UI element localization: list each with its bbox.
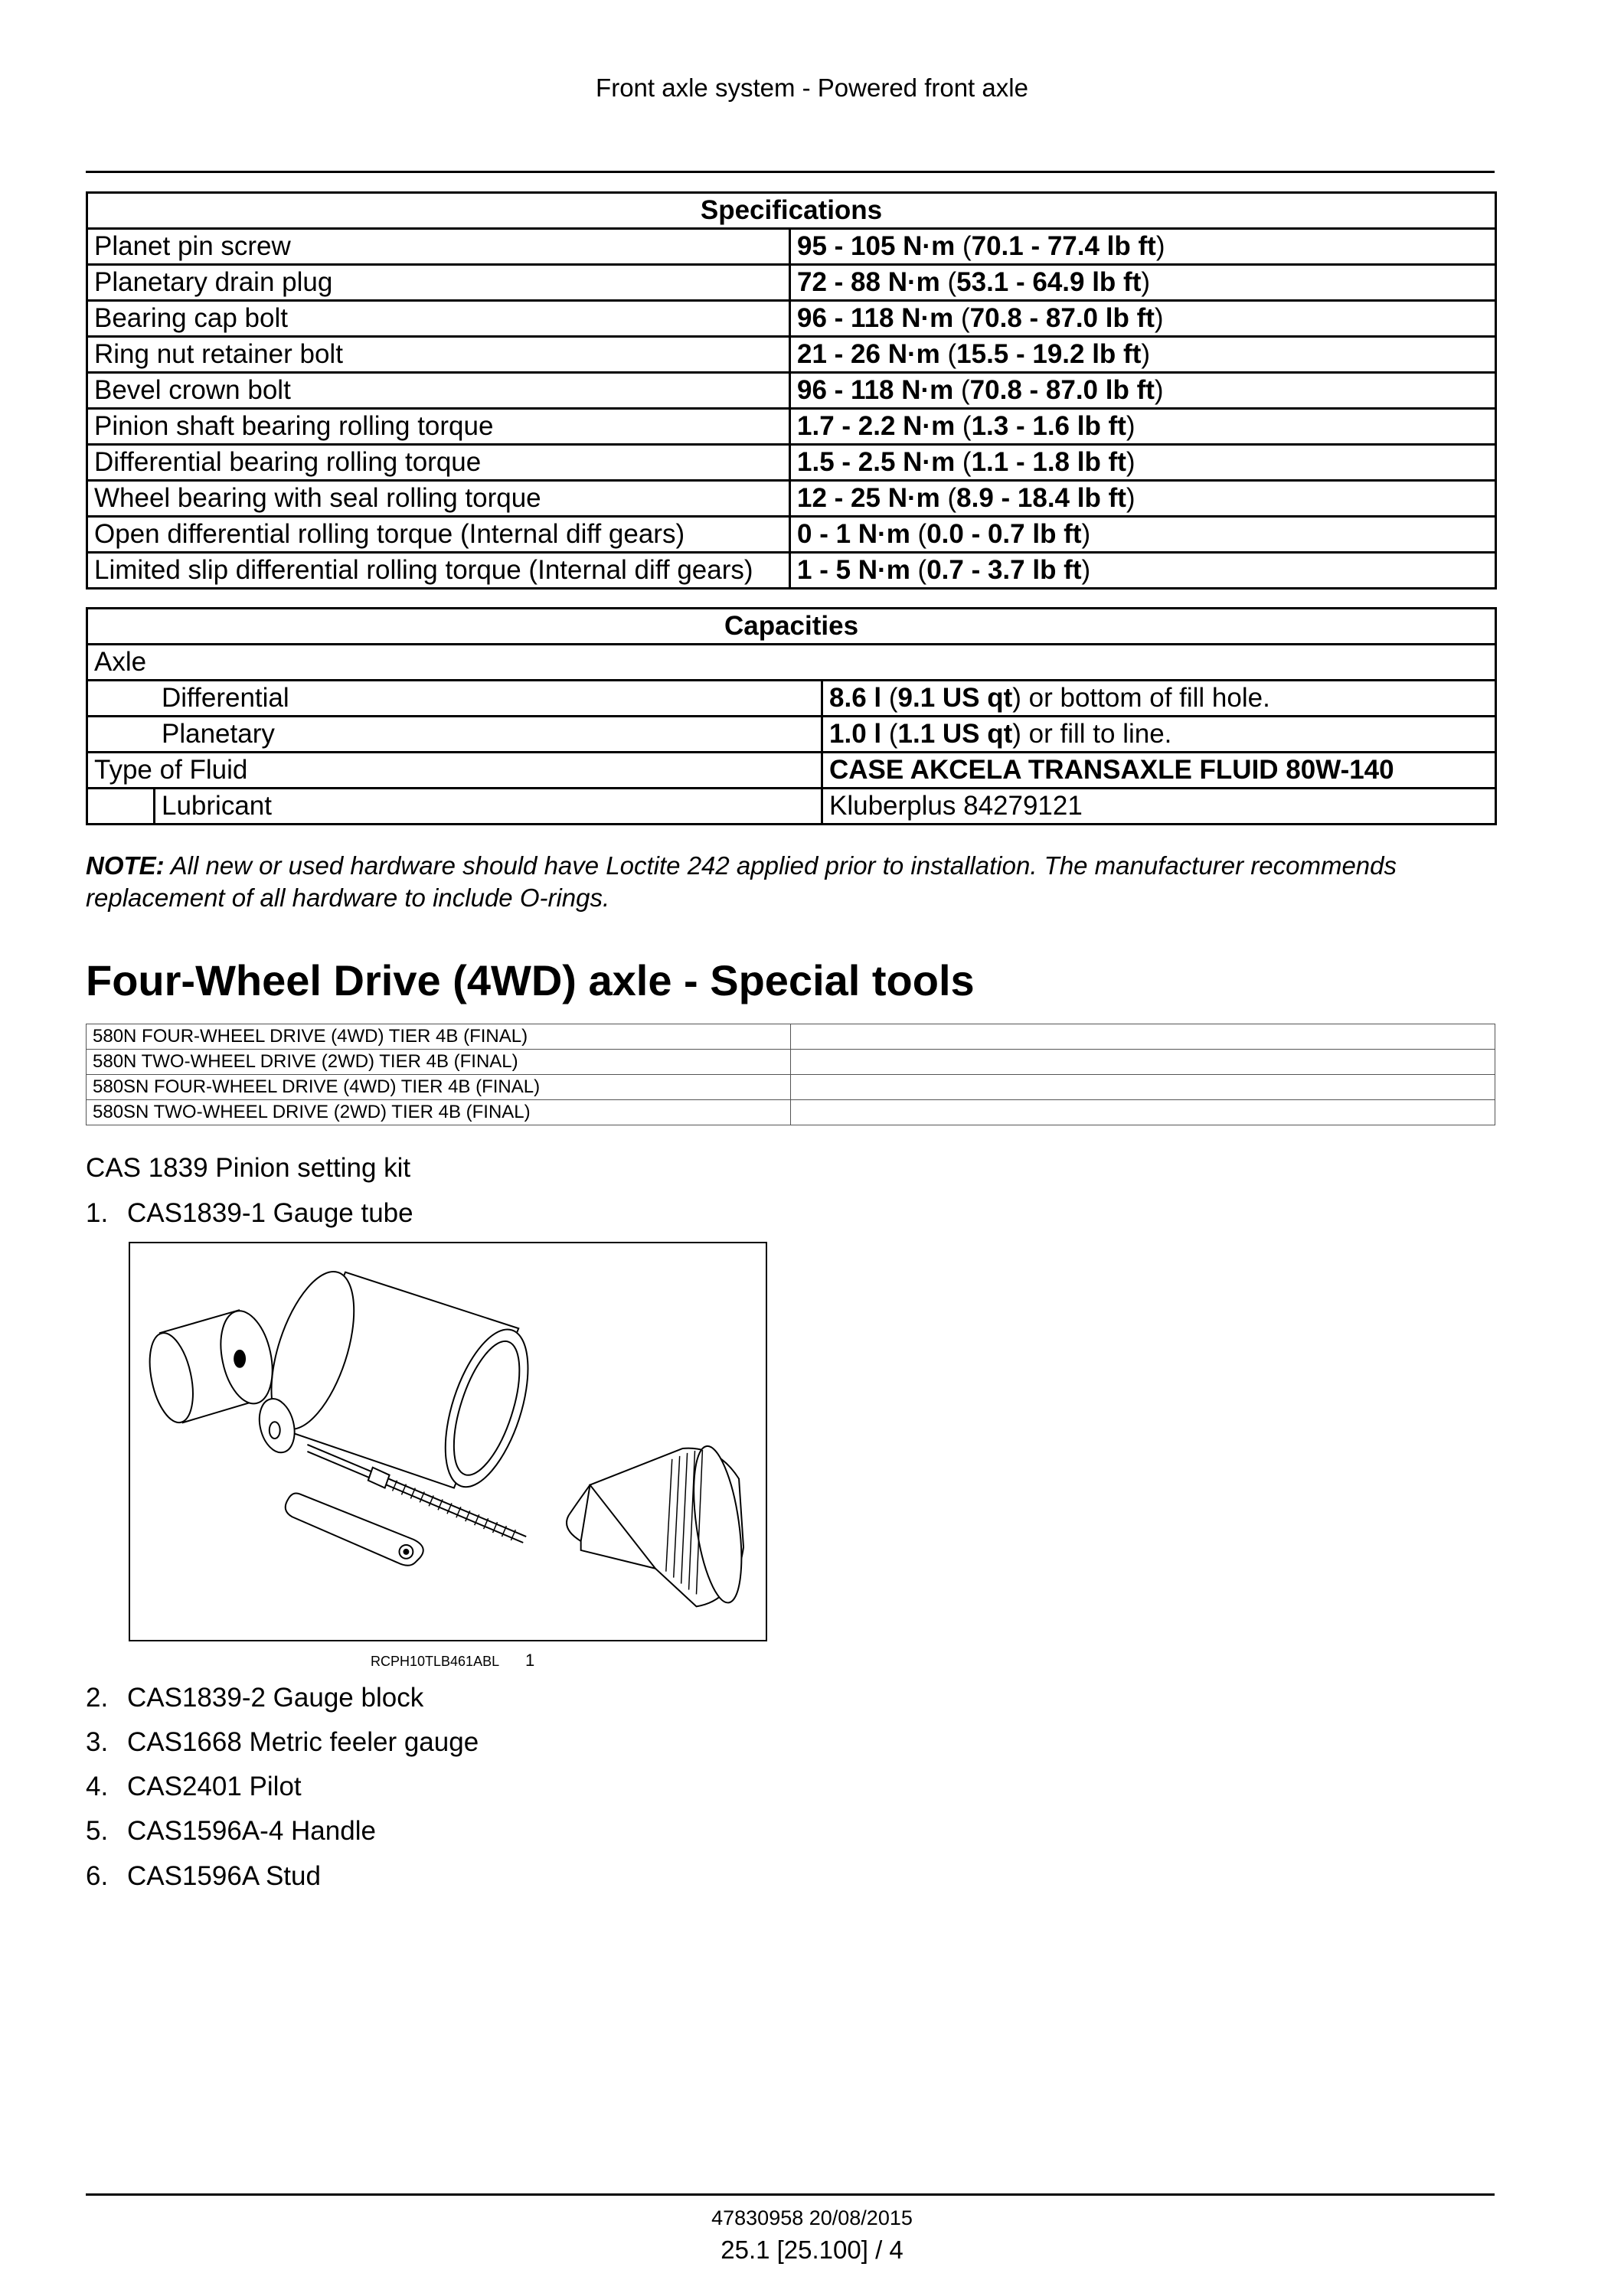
tool-number: 1. xyxy=(86,1198,109,1228)
pinion-setting-kit-illustration xyxy=(129,1242,767,1641)
tool-label: CAS1839-1 Gauge tube xyxy=(127,1198,413,1228)
spec-row xyxy=(87,517,1496,553)
model-name: 580N TWO-WHEEL DRIVE (2WD) TIER 4B (FINAL) xyxy=(87,1050,791,1075)
capacity-row-differential xyxy=(87,681,1496,717)
tool-number: 2. xyxy=(86,1683,109,1713)
spec-value: 96 - 118 N·m (70.8 - 87.0 lb ft) xyxy=(790,301,1496,337)
spec-item: Wheel bearing with seal rolling torque xyxy=(87,481,790,517)
spec-item: Ring nut retainer bolt xyxy=(87,337,790,373)
tool-list-item xyxy=(86,1198,413,1229)
spec-row xyxy=(87,553,1496,589)
model-row xyxy=(87,1050,1495,1075)
tool-label: CAS1668 Metric feeler gauge xyxy=(127,1727,479,1757)
tool-list-item xyxy=(86,1727,479,1758)
spec-row xyxy=(87,265,1496,301)
spec-value: 0 - 1 N·m (0.0 - 0.7 lb ft) xyxy=(790,517,1496,553)
capacity-row-planetary xyxy=(87,717,1496,753)
model-empty-cell xyxy=(791,1075,1495,1100)
spec-value: 1.5 - 2.5 N·m (1.1 - 1.8 lb ft) xyxy=(790,445,1496,481)
tool-number: 3. xyxy=(86,1727,109,1757)
model-empty-cell xyxy=(791,1050,1495,1075)
tool-label: CAS1596A-4 Handle xyxy=(127,1816,376,1846)
spec-value: 95 - 105 N·m (70.1 - 77.4 lb ft) xyxy=(790,229,1496,265)
footer-page-number: 25.1 [25.100] / 4 xyxy=(721,2236,903,2264)
tool-label: CAS1596A Stud xyxy=(127,1861,321,1891)
spec-item: Planet pin screw xyxy=(87,229,790,265)
spec-item: Pinion shaft bearing rolling torque xyxy=(87,409,790,445)
figure-number: 1 xyxy=(525,1651,535,1670)
note-line-1: All new or used hardware should have Loctite 242 applied prior to installation. The manufacturer recommends xyxy=(170,851,1397,880)
spec-row xyxy=(87,409,1496,445)
tool-label: CAS2401 Pilot xyxy=(127,1772,302,1801)
specifications-table xyxy=(86,191,1497,590)
spec-value: 12 - 25 N·m (8.9 - 18.4 lb ft) xyxy=(790,481,1496,517)
spec-item: Planetary drain plug xyxy=(87,265,790,301)
model-name: 580N FOUR-WHEEL DRIVE (4WD) TIER 4B (FINAL) xyxy=(87,1024,791,1050)
specifications-heading: Specifications xyxy=(87,193,1496,229)
spec-value: 96 - 118 N·m (70.8 - 87.0 lb ft) xyxy=(790,373,1496,409)
spec-value: 1.7 - 2.2 N·m (1.3 - 1.6 lb ft) xyxy=(790,409,1496,445)
spec-row xyxy=(87,481,1496,517)
note-line-2: replacement of all hardware to include O-rings. xyxy=(86,883,610,912)
capacity-row-fluid xyxy=(87,753,1496,789)
spec-value: 21 - 26 N·m (15.5 - 19.2 lb ft) xyxy=(790,337,1496,373)
spec-row xyxy=(87,301,1496,337)
tool-label: CAS1839-2 Gauge block xyxy=(127,1683,424,1713)
spec-item: Limited slip differential rolling torque (Internal diff gears) xyxy=(87,553,790,589)
capacity-label: Differential xyxy=(87,681,822,717)
capacity-value: Kluberplus 84279121 xyxy=(822,789,1496,825)
capacity-row-lubricant xyxy=(87,789,1496,825)
kit-title: CAS 1839 Pinion setting kit xyxy=(86,1153,411,1183)
model-name: 580SN TWO-WHEEL DRIVE (2WD) TIER 4B (FINAL) xyxy=(87,1100,791,1125)
header-divider xyxy=(86,171,1495,173)
capacity-value: CASE AKCELA TRANSAXLE FLUID 80W-140 xyxy=(822,753,1496,789)
spec-item: Bearing cap bolt xyxy=(87,301,790,337)
spec-item: Differential bearing rolling torque xyxy=(87,445,790,481)
tool-number: 6. xyxy=(86,1861,109,1891)
capacity-spacer xyxy=(87,789,155,825)
model-row xyxy=(87,1075,1495,1100)
capacity-value: 1.0 l (1.1 US qt) or fill to line. xyxy=(822,717,1496,753)
tool-list-item xyxy=(86,1772,302,1802)
model-name: 580SN FOUR-WHEEL DRIVE (4WD) TIER 4B (FINAL) xyxy=(87,1075,791,1100)
spec-row xyxy=(87,373,1496,409)
section-title: Four-Wheel Drive (4WD) axle - Special tools xyxy=(86,956,975,1004)
models-table xyxy=(86,1024,1495,1125)
capacity-label: Lubricant xyxy=(155,789,822,825)
spec-row xyxy=(87,229,1496,265)
tool-number: 4. xyxy=(86,1772,109,1801)
spec-item: Open differential rolling torque (Internal diff gears) xyxy=(87,517,790,553)
model-row xyxy=(87,1024,1495,1050)
spec-row xyxy=(87,337,1496,373)
model-empty-cell xyxy=(791,1100,1495,1125)
capacities-heading: Capacities xyxy=(87,609,1496,645)
tool-list-item xyxy=(86,1816,376,1847)
note-paragraph xyxy=(86,850,1495,914)
capacity-label: Planetary xyxy=(87,717,822,753)
spec-value: 72 - 88 N·m (53.1 - 64.9 lb ft) xyxy=(790,265,1496,301)
note-label: NOTE: xyxy=(86,851,165,880)
model-row xyxy=(87,1100,1495,1125)
spec-item: Bevel crown bolt xyxy=(87,373,790,409)
spec-value: 1 - 5 N·m (0.7 - 3.7 lb ft) xyxy=(790,553,1496,589)
tool-list-item xyxy=(86,1861,321,1892)
spec-row xyxy=(87,445,1496,481)
capacity-value: 8.6 l (9.1 US qt) or bottom of fill hole. xyxy=(822,681,1496,717)
capacity-label: Type of Fluid xyxy=(87,753,822,789)
capacities-table xyxy=(86,607,1497,825)
footer-document-id: 47830958 20/08/2015 xyxy=(711,2206,913,2229)
page-header-title: Front axle system - Powered front axle xyxy=(596,73,1028,102)
footer-divider xyxy=(86,2193,1495,2196)
tool-number: 5. xyxy=(86,1816,109,1846)
capacities-axle-label: Axle xyxy=(87,645,1496,681)
model-empty-cell xyxy=(791,1024,1495,1050)
figure-caption: RCPH10TLB461ABL xyxy=(371,1654,500,1669)
tool-list-item xyxy=(86,1683,423,1713)
